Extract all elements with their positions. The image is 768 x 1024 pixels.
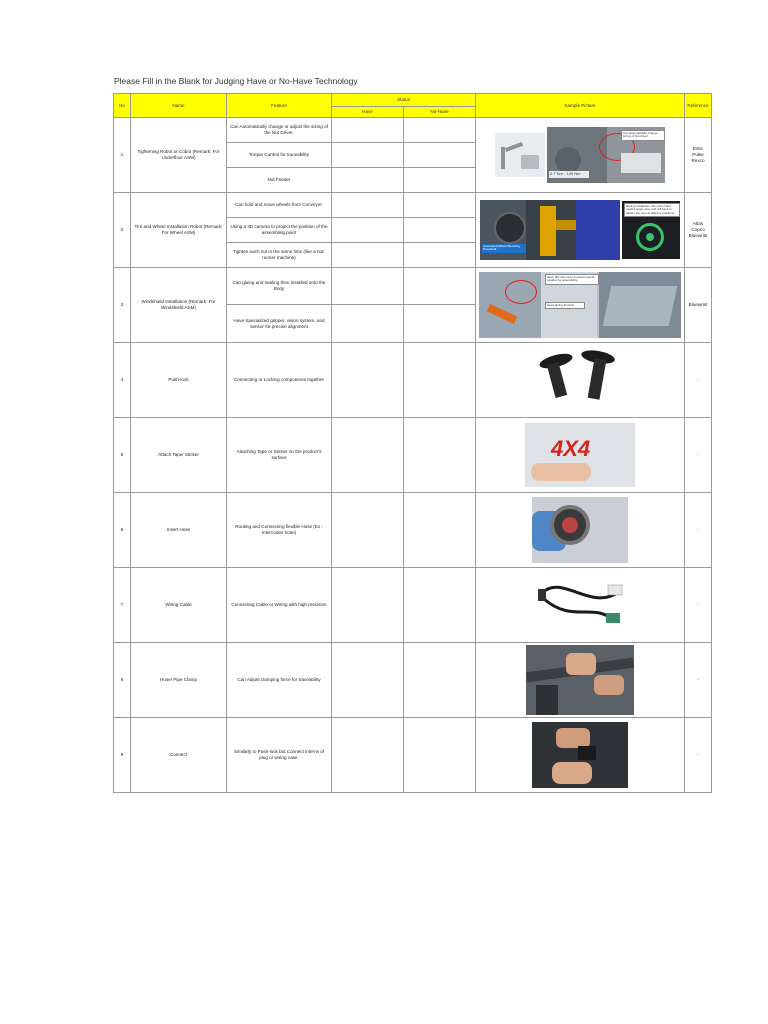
have-cell[interactable] [332,643,404,718]
picture-note: Automated Wheel Mounting Powerbolt [482,244,526,253]
row-name: Windshield Installation (Remark: For Windshield ASM) [131,268,227,343]
sample-picture-windshield [479,272,681,338]
row-name: Insert Hose [131,493,227,568]
row-reference: - [685,643,712,718]
have-cell[interactable] [332,243,404,268]
picture-note: Have 3D camera to measure actual position for assembling [545,274,599,285]
sample-picture-cell [476,343,685,418]
have-cell[interactable] [332,168,404,193]
row-reference: - [685,718,712,793]
row-feature: Can gluing and sealing then installed onto the Body [227,268,332,305]
header-have: Have [332,107,404,118]
sample-picture-clamp [526,645,634,715]
row-reference: - [685,418,712,493]
table-row [114,268,712,305]
no-have-cell[interactable] [404,218,476,243]
picture-note: Have gluing function [545,302,585,309]
have-cell[interactable] [332,143,404,168]
row-reference: Estic Pulse Rexco [685,118,712,193]
table-row [114,343,712,418]
have-cell[interactable] [332,493,404,568]
have-cell[interactable] [332,343,404,418]
sample-picture-cell [476,718,685,793]
sample-picture-connect [532,722,628,788]
row-feature: Can hold and move wheels from Conveyor. [227,193,332,218]
sample-picture-push-lock [535,349,625,411]
row-feature: Can Adjust clamping force for traceability [227,643,332,718]
row-feature: Have Specialized gripper, vision system, and sensor for precise alignment [227,305,332,343]
no-have-cell[interactable] [404,118,476,143]
table-row [114,643,712,718]
header-no: No [114,94,131,118]
row-no: 2 [114,193,131,268]
row-name: Tire and Wheel Installation Robot (Remark: For Wheel ASM) [131,193,227,268]
have-cell[interactable] [332,718,404,793]
header-no-have: No-Have [404,107,476,118]
header-name: Name [131,94,227,118]
row-no: 7 [114,568,131,643]
technology-table [113,93,712,793]
have-cell[interactable] [332,193,404,218]
row-reference: - [685,568,712,643]
table-row [114,493,712,568]
no-have-cell[interactable] [404,243,476,268]
sample-picture-wheel-camera [622,201,680,259]
no-have-cell[interactable] [404,168,476,193]
row-reference: Bluewrist [685,268,712,343]
no-have-cell[interactable] [404,418,476,493]
sample-picture-cell [476,268,685,343]
table-row [114,718,712,793]
header-sample-picture: Sample Picture [476,94,685,118]
sample-picture-cell [476,118,685,193]
row-feature: Connecting Cable or Wiring with high precision [227,568,332,643]
table-row [114,418,712,493]
row-feature: Nut Feeder [227,168,332,193]
row-name: Wiring Cable [131,568,227,643]
row-reference: - [685,343,712,418]
header-feature: Feature [227,94,332,118]
picture-note: Can automatically change sizing of Nut driver [621,130,665,141]
row-name: Connect [131,718,227,793]
table-row [114,118,712,143]
row-no: 8 [114,643,131,718]
no-have-cell[interactable] [404,193,476,218]
no-have-cell[interactable] [404,305,476,343]
no-have-cell[interactable] [404,268,476,305]
table-row [114,568,712,643]
no-have-cell[interactable] [404,343,476,418]
table-row [114,193,712,218]
row-feature: Similarly to Push-lock but Connect interns of plug or wiring case. [227,718,332,793]
no-have-cell[interactable] [404,493,476,568]
page-title: Please Fill in the Blank for Judging Have or No-Have Technology [114,76,358,86]
picture-note: 0.7 Nm - 140 Nm [549,171,589,178]
picture-note: During installation, the robot hand rotates angle-wise and will have to tighten the nuts at different positions [624,203,680,217]
row-name: Hose/ Pipe Clamp [131,643,227,718]
sample-picture-cell [476,568,685,643]
sample-picture-wheel-robot [480,200,620,260]
have-cell[interactable] [332,268,404,305]
row-feature: Tighten each nut in the same time (like a nut-runner machine) [227,243,332,268]
header-status: Status [332,94,476,107]
sticker-text: 4X4 [551,436,591,461]
sample-picture-hose [532,497,628,563]
sample-picture-robot [495,133,545,177]
row-feature: Routing and Connecting flexible Hose (Ex : Intercooler hose) [227,493,332,568]
row-no: 9 [114,718,131,793]
sample-picture-cell [476,493,685,568]
no-have-cell[interactable] [404,143,476,168]
row-feature: Connecting or Locking components together [227,343,332,418]
sample-picture-cell [476,193,685,268]
have-cell[interactable] [332,218,404,243]
no-have-cell[interactable] [404,718,476,793]
have-cell[interactable] [332,305,404,343]
row-no: 6 [114,493,131,568]
row-reference: - [685,493,712,568]
have-cell[interactable] [332,568,404,643]
have-cell[interactable] [332,118,404,143]
sample-picture-cell [476,418,685,493]
row-feature: Torque Control for traceability [227,143,332,168]
no-have-cell[interactable] [404,643,476,718]
sample-picture-nut-driver [547,127,665,183]
row-feature: Attaching Tape or Sticker on the product's surface [227,418,332,493]
row-name: Tightening Robot or Cobot (Remark: For Underfloor ASM) [131,118,227,193]
header-reference: Reference [685,94,712,118]
row-reference: Atlas Copco Bluewrist [685,193,712,268]
row-no: 4 [114,343,131,418]
sample-picture-sticker [525,423,635,487]
row-name: Push-lock [131,343,227,418]
row-no: 1 [114,118,131,193]
have-cell[interactable] [332,418,404,493]
row-name: Attach Tape/ Sticker [131,418,227,493]
row-no: 3 [114,268,131,343]
sample-picture-wiring [532,573,628,637]
sample-picture-cell [476,643,685,718]
row-no: 5 [114,418,131,493]
row-feature: Can Automatically change or adjust the sizing of the Nut Driver. [227,118,332,143]
no-have-cell[interactable] [404,568,476,643]
row-feature: Using a 3D camera to project the position of the assembling point [227,218,332,243]
